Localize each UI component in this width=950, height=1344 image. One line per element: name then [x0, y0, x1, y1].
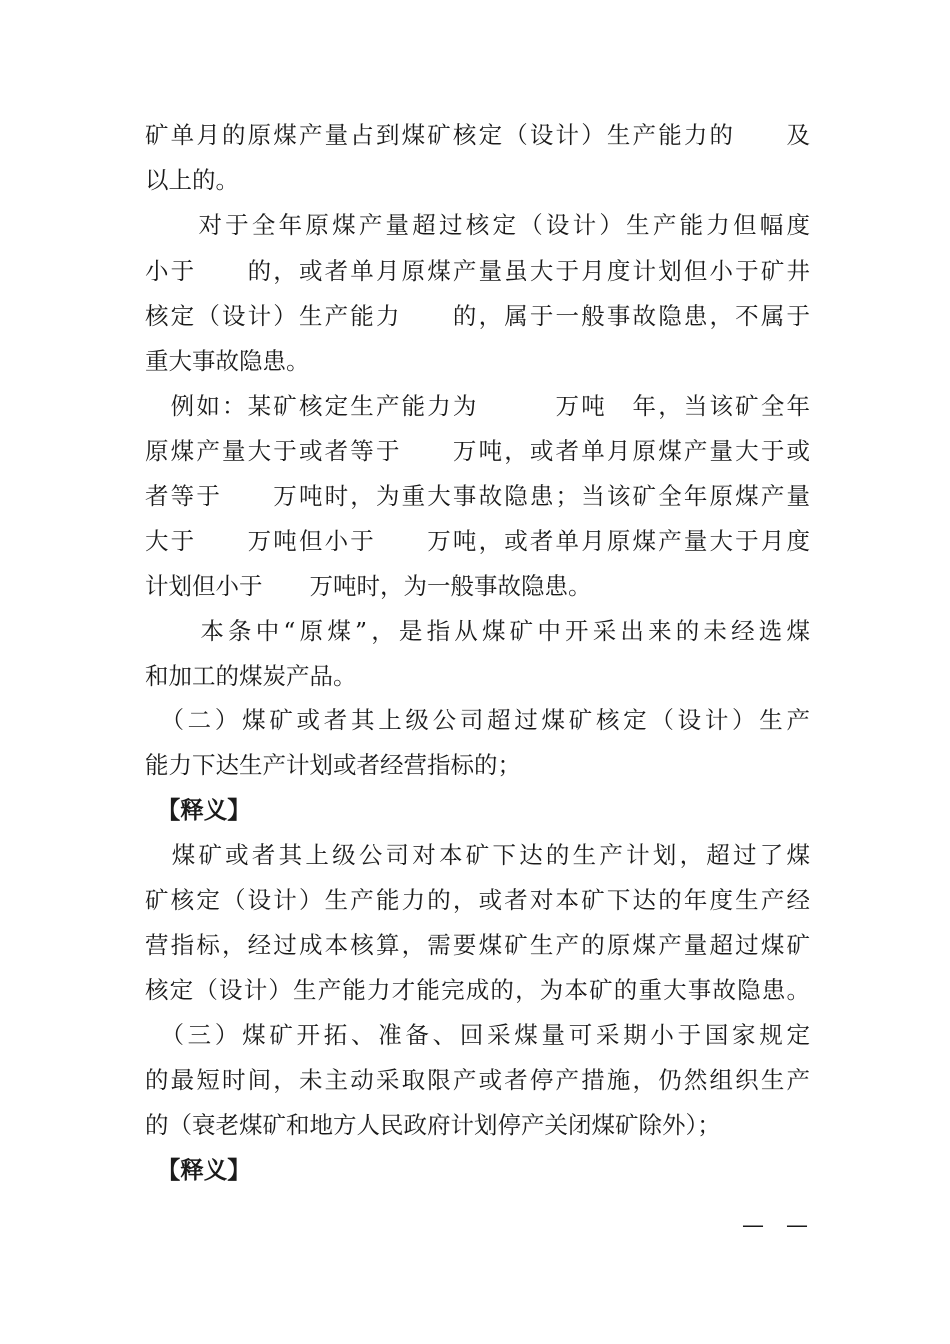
- text-line: 能力下达生产计划或者经营指标的；: [145, 751, 521, 779]
- document-page: [145, 0, 810, 1344]
- text-line: 和加工的煤炭产品。: [145, 662, 357, 690]
- text-line: 的（衰老煤矿和地方人民政府计划停产关闭煤矿除外）；: [145, 1111, 721, 1139]
- text-line: 本条中“原煤”，是指从煤矿中开采出来的未经选煤: [145, 617, 810, 645]
- text-line: 的最短时间，未主动采取限产或者停产措施，仍然组织生产: [145, 1066, 810, 1094]
- interpretation-heading: 【释义】: [145, 1156, 251, 1184]
- text-line: 原煤产量大于或者等于 万吨，或者单月原煤产量大于或: [145, 437, 810, 465]
- page-footer-dashes: — —: [741, 1213, 808, 1238]
- section-heading: （二）煤矿或者其上级公司超过煤矿核定（设计）生产: [145, 706, 810, 734]
- text-line: 矿单月的原煤产量占到煤矿核定（设计）生产能力的 及: [145, 121, 810, 149]
- text-line: 营指标，经过成本核算，需要煤矿生产的原煤产量超过煤矿: [145, 931, 810, 959]
- interpretation-heading: 【释义】: [145, 796, 251, 824]
- text-line: 小于 的，或者单月原煤产量虽大于月度计划但小于矿井: [145, 257, 810, 285]
- text-line: 对于全年原煤产量超过核定（设计）生产能力但幅度: [145, 211, 810, 239]
- text-line: 以上的。: [145, 166, 239, 194]
- text-line: 矿核定（设计）生产能力的，或者对本矿下达的年度生产经: [145, 886, 810, 914]
- text-line: 重大事故隐患。: [145, 347, 310, 375]
- text-line: 例如：某矿核定生产能力为 万吨 年，当该矿全年: [145, 392, 810, 420]
- text-line: 核定（设计）生产能力才能完成的，为本矿的重大事故隐患。: [145, 976, 810, 1004]
- text-line: 核定（设计）生产能力 的，属于一般事故隐患，不属于: [145, 302, 810, 330]
- text-line: 者等于 万吨时，为重大事故隐患；当该矿全年原煤产量: [145, 482, 810, 510]
- section-heading: （三）煤矿开拓、准备、回采煤量可采期小于国家规定: [145, 1021, 810, 1049]
- text-line: 计划但小于 万吨时，为一般事故隐患。: [145, 572, 592, 600]
- text-line: 大于 万吨但小于 万吨，或者单月原煤产量大于月度: [145, 527, 810, 555]
- text-line: 煤矿或者其上级公司对本矿下达的生产计划，超过了煤: [145, 841, 810, 869]
